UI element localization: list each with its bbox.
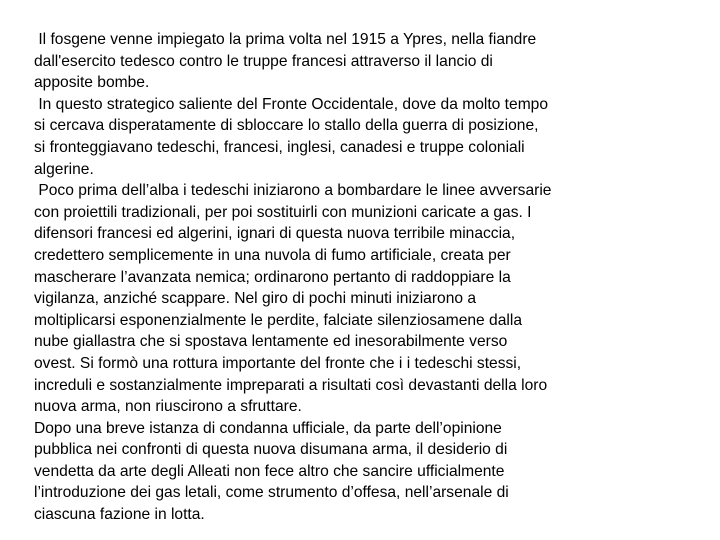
text-line: Il fosgene venne impiegato la prima volta nel 1915 a Ypres, nella fiandre bbox=[34, 31, 537, 48]
text-line: In questo strategico saliente del Fronte Occidentale, dove da molto tempo bbox=[34, 95, 549, 113]
text-line: si cercava disperatamente di sbloccare lo stallo della guerra di posizione, bbox=[34, 117, 539, 135]
paragraph-saliente-fronte bbox=[34, 94, 644, 180]
text-line: dall'esercito tedesco contro le truppe francesi attraverso il lancio di bbox=[34, 52, 493, 70]
text-line: si fronteggiavano tedeschi, francesi, inglesi, canadesi e truppe coloniali bbox=[34, 138, 525, 156]
text-line: ovest. Si formò una rottura importante del fronte che i i tedeschi stessi, bbox=[34, 354, 522, 372]
text-line: nube giallastra che si spostava lentamente ed inesorabilmente verso bbox=[34, 333, 508, 351]
text-line: pubblica nei confronti di questa nuova disumana arma, il desiderio di bbox=[34, 441, 508, 459]
paragraph-fosgene-ypres bbox=[34, 29, 644, 94]
text-line: moltiplicarsi esponenzialmente le perdite, falciate silenziosamene dalla bbox=[34, 311, 522, 329]
text-line: Dopo una breve istanza di condanna ufficiale, da parte dell’opinione bbox=[34, 419, 502, 437]
text-line: Poco prima dell’alba i tedeschi iniziarono a bombardare le linee avversarie bbox=[34, 182, 552, 200]
text-line: nuova arma, non riuscirono a sfruttare. bbox=[34, 398, 302, 416]
text-line: ciascuna fazione in lotta. bbox=[34, 506, 205, 524]
text-line: l’introduzione dei gas letali, come strumento d’offesa, nell’arsenale di bbox=[34, 484, 509, 502]
text-line: increduli e sostanzialmente impreparati a risultati così devastanti della loro bbox=[34, 376, 548, 394]
paragraph-attacco-gas bbox=[34, 180, 644, 418]
text-line: mascherare l’avanzata nemica; ordinarono pertanto di raddoppiare la bbox=[34, 268, 511, 286]
text-line: con proiettili tradizionali, per poi sostituirli con munizioni caricate a gas. I bbox=[34, 203, 532, 221]
text-line: vigilanza, anziché scappare. Nel giro di pochi minuti iniziarono a bbox=[34, 290, 477, 308]
text-line: apposite bombe. bbox=[34, 74, 150, 92]
text-body bbox=[34, 29, 644, 526]
paragraph-condanna-alleati bbox=[34, 418, 644, 526]
text-line: algerine. bbox=[34, 160, 94, 178]
text-line: vendetta da arte degli Alleati non fece altro che sancire ufficialmente bbox=[34, 462, 505, 480]
text-line: credettero semplicemente in una nuvola di fumo artificiale, creata per bbox=[34, 246, 511, 264]
text-line: difensori francesi ed algerini, ignari di questa nuova terribile minaccia, bbox=[34, 225, 516, 243]
